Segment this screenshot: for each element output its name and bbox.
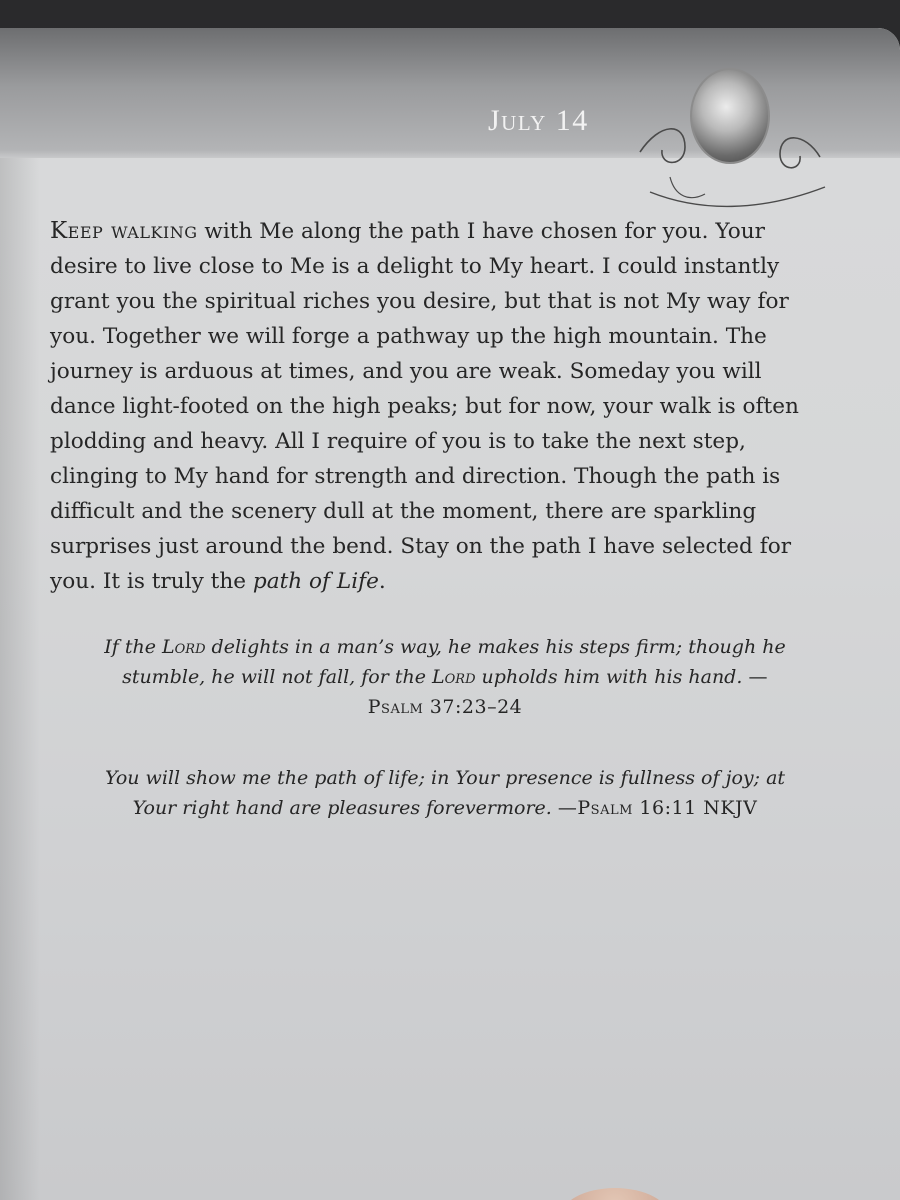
devotion-lead-phrase: Keep walking — [50, 218, 198, 244]
devotion-emphasis: path of Life — [252, 569, 379, 594]
devotion-body — [50, 214, 810, 599]
devotion-text: with Me along the path I have chosen for you. Your desire to live close to Me is a delight to My heart. I could instantly grant you the spiritual riches you desire, but that is not My way for you. Together we will forge a pathway up the high mountain. The journey is arduous at times, and you are weak. Someday you will dance light-footed on the high peaks; but for now, your walk is often plodding and heavy. All I require of you is to take the next step, clinging to My hand for strength and direction. Though the path is difficult and the scenery dull at the moment, there are sparkling surprises just around the bend. Stay on the path I have selected for you. It is truly the — [50, 219, 799, 594]
verse-text: You will show me the path of life; in Your presence is fullness of joy; at Your right hand are pleasures forevermore. — [104, 767, 786, 819]
verse-lord-word: Lord — [432, 666, 476, 688]
finger-photo-artifact — [560, 1188, 670, 1200]
verse-reference: —Psalm 16:11 NKJV — [557, 797, 758, 819]
verse-text: If the — [104, 636, 162, 658]
verse-text: upholds him with his hand. — [475, 666, 749, 688]
scripture-verse-2 — [100, 763, 790, 823]
devotion-end: . — [378, 569, 386, 594]
page-date-title: July 14 — [488, 104, 589, 137]
verse-reference: —Psalm 37:23–24 — [367, 666, 768, 718]
verse-lord-word: Lord — [162, 636, 206, 658]
scripture-verse-1 — [100, 632, 790, 722]
verse-text: delights in a man’s way, he makes his steps firm; though he stumble, he will not fall, for the — [122, 636, 786, 688]
page-shadow — [0, 28, 40, 1200]
lamb-medallion-icon — [690, 68, 770, 164]
book-page — [0, 28, 900, 1200]
